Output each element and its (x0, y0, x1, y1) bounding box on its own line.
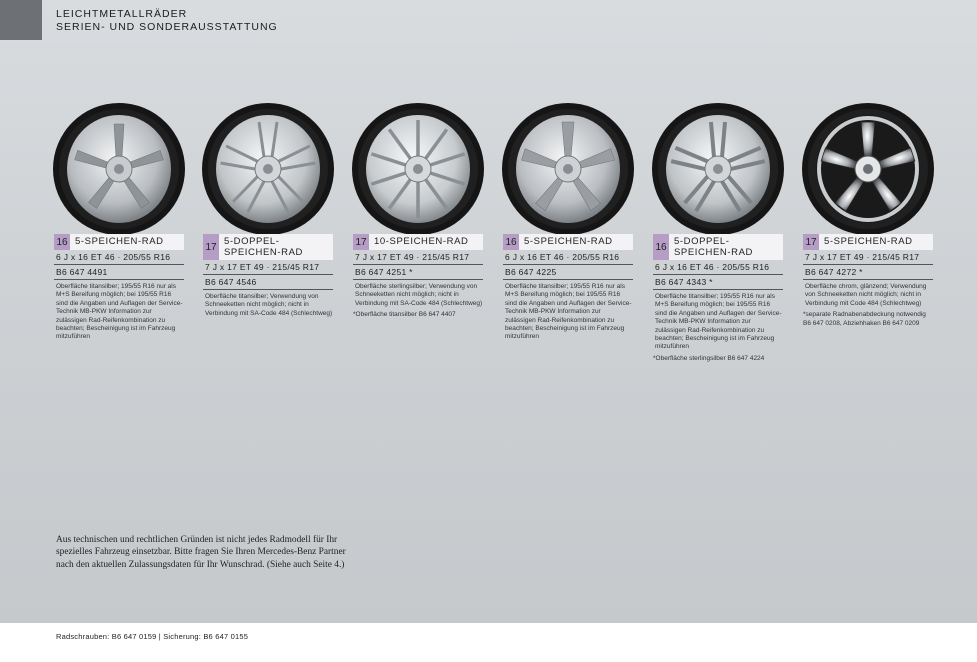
size-badge: 16 (503, 234, 519, 250)
wheel-description: Oberfläche titansilber; 195/55 R16 nur als M+S Bereifung möglich; bei 195/55 R16 sind die Angaben und Auflagen der Service-Technik MB-PKW Information zur zulässigen Rad-Reifenkombination zu beachten; Bescheinigung ist im Fahrzeug mitzuführen (505, 283, 632, 341)
wheel-card[interactable] (353, 102, 483, 320)
wheel-card[interactable] (503, 102, 633, 342)
wheel-description: Oberfläche titansilber; 195/55 R16 nur als M+S Bereifung möglich; bei 195/55 R16 sind die Angaben und Auflagen der Service-Technik MB-PKW Information zur zulässigen Rad-Reifenkombination zu beachten; Bescheinigung ist im Fahrzeug mitzuführen (655, 293, 782, 351)
wheel-card[interactable] (54, 102, 184, 342)
tyre-spec: 6 J x 16 ET 46 · 205/55 R16 (54, 250, 184, 265)
tyre-spec: 7 J x 17 ET 49 · 215/45 R17 (353, 250, 483, 265)
wheel-note: *Oberfläche sterlingsilber B6 647 4224 (653, 354, 765, 362)
page-header (56, 8, 278, 34)
wheel-description: Oberfläche sterlingsilber; Verwendung von Schneeketten nicht möglich; nicht in Verbindung mit SA-Code 484 (Schlechtweg) (355, 283, 483, 307)
tyre-spec: 7 J x 17 ET 49 · 215/45 R17 (203, 260, 333, 275)
wheel-note: *separate Radnabenabdeckung notwendig B6 647 0208, Abziehhaken B6 647 0209 (803, 311, 926, 327)
size-badge: 17 (203, 234, 219, 260)
tyre-spec: 7 J x 17 ET 49 · 215/45 R17 (803, 250, 933, 265)
model-name: 5-DOPPEL-SPEICHEN-RAD (669, 234, 783, 260)
bolt-lock-info: Radschrauben: B6 647 0159 | Sicherung: B6 647 0155 (56, 632, 249, 641)
part-number: B6 647 4251 * (353, 265, 483, 280)
availability-note: Aus technischen und rechtlichen Gründen ist nicht jedes Radmodell für Ihr spezielles Fahrzeug einsetzbar. Bitte fragen Sie Ihren Mercedes-Benz Partner nach den aktuellen Zulassungsdaten für Ihr Wunschrad. (Siehe auch Seite 4.) (56, 535, 346, 570)
part-number: B6 647 4343 * (653, 275, 783, 290)
part-number: B6 647 4272 * (803, 265, 933, 280)
tyre-spec: 6 J x 16 ET 46 · 205/55 R16 (653, 260, 783, 275)
model-name: 5-SPEICHEN-RAD (519, 234, 633, 250)
wheel-description: Oberfläche chrom, glänzend; Verwendung von Schneeketten nicht möglich; nicht in Verbindung mit Code 484 (Schlechtweg) (805, 283, 927, 307)
size-badge: 17 (353, 234, 369, 250)
size-badge: 16 (54, 234, 70, 250)
wheel-card[interactable] (803, 102, 933, 328)
part-number: B6 647 4225 (503, 265, 633, 280)
model-name: 5-SPEICHEN-RAD (70, 234, 184, 250)
header-line-1: LEICHTMETALLRÄDER (56, 8, 188, 20)
model-name: 5-SPEICHEN-RAD (819, 234, 933, 250)
wheel-image (801, 102, 935, 236)
wheel-card[interactable] (653, 102, 783, 363)
wheel-image (501, 102, 635, 236)
wheel-description: Oberfläche titansilber; 195/55 R16 nur als M+S Bereifung möglich; bei 195/55 R16 sind die Angaben und Auflagen der Service-Technik MB-PKW Information zur zulässigen Rad-Reifenkombination zu beachten; Bescheinigung ist im Fahrzeug mitzuführen (56, 283, 183, 341)
tyre-spec: 6 J x 16 ET 46 · 205/55 R16 (503, 250, 633, 265)
part-number: B6 647 4491 (54, 265, 184, 280)
wheel-image (52, 102, 186, 236)
size-badge: 17 (803, 234, 819, 250)
corner-block (0, 0, 42, 40)
wheel-image (651, 102, 785, 236)
wheel-image (351, 102, 485, 236)
bottom-strip (0, 623, 977, 662)
model-name: 10-SPEICHEN-RAD (369, 234, 483, 250)
part-number: B6 647 4546 (203, 275, 333, 290)
wheel-note: *Oberfläche titansilber B6 647 4407 (353, 311, 456, 319)
wheel-image (201, 102, 335, 236)
header-line-2: SERIEN- UND SONDERAUSSTATTUNG (56, 21, 278, 33)
wheel-description: Oberfläche titansilber; Verwendung von Schneeketten nicht möglich; nicht in Verbindung mit SA-Code 484 (Schlechtweg) (205, 293, 333, 317)
wheel-card[interactable] (203, 102, 333, 318)
size-badge: 16 (653, 234, 669, 260)
model-name: 5-DOPPEL-SPEICHEN-RAD (219, 234, 333, 260)
